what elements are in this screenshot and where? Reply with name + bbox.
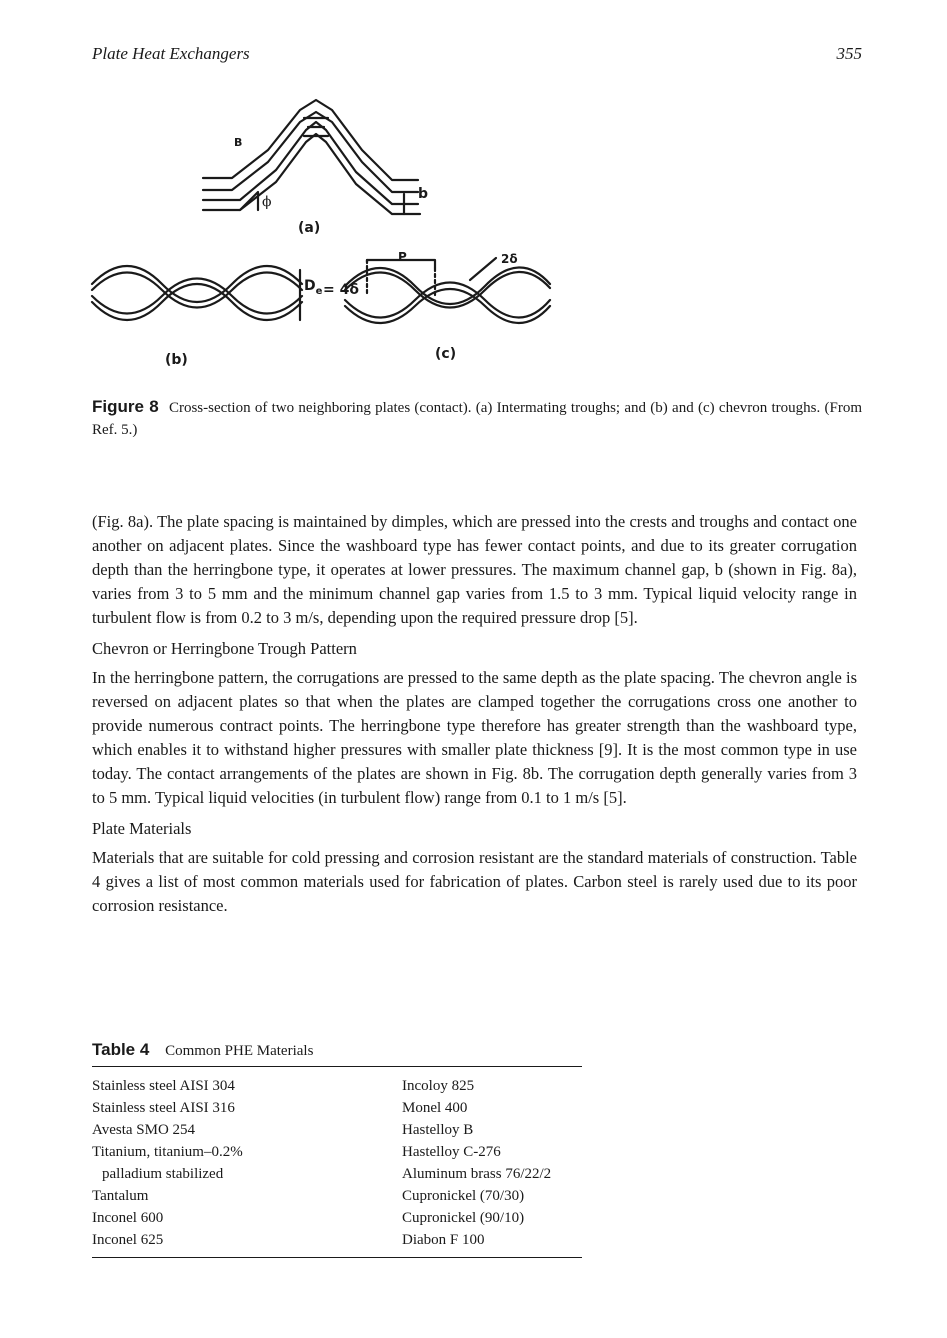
paragraph-1: (Fig. 8a). The plate spacing is maintained by dimples, which are pressed into the crests and troughs and contact one another on adjacent plates. Since the washboard type has fewer contact points, and due to its greater corrugation depth than the herringbone type, it operates at lower pressures. The maximum channel gap, b (shown in Fig. 8a), varies from 3 to 5 mm and the minimum channel gap varies from 1.5 to 3 mm. Typical liquid velocity range in turbulent flow is from 0.2 to 3 m/s, depending upon the required pressure drop [5]. [92, 512, 857, 627]
table-title: Common PHE Materials [165, 1043, 314, 1059]
table-cell: Hastelloy B [402, 1122, 474, 1138]
table-4 [92, 1040, 582, 1258]
figure-a-plates [203, 100, 420, 214]
figure-c-plates [345, 258, 550, 323]
table-label: Table 4 [92, 1040, 150, 1059]
table-column-right [402, 1075, 551, 1251]
label-b-gap: b [418, 186, 429, 202]
table-cell: Tantalum [92, 1188, 149, 1204]
table-cell: Aluminum brass 76/22/2 [402, 1166, 552, 1182]
table-bottom-rule [92, 1257, 582, 1258]
running-title: Plate Heat Exchangers [92, 44, 250, 63]
table-column-left [92, 1075, 402, 1251]
paragraph-3: Materials that are suitable for cold pressing and corrosion resistant are the standard materials of construction. Table 4 gives a list of most common materials used for fabrication of plates. Carbon steel is rarely used due to its poor corrosion resistance. [92, 848, 857, 915]
label-P: P [398, 250, 407, 264]
table-cell: Cupronickel (70/30) [402, 1188, 525, 1204]
figure-caption-label: Figure 8 [92, 397, 159, 416]
figure-8 [0, 0, 947, 380]
figure-8-drawing [0, 0, 947, 380]
table-cell: Stainless steel AISI 304 [92, 1078, 235, 1094]
table-cell: Avesta SMO 254 [92, 1122, 196, 1138]
figure-b-plates [92, 266, 302, 320]
body-text [92, 510, 857, 925]
label-B: B [234, 136, 243, 149]
section-heading-chevron: Chevron or Herringbone Trough Pattern [92, 639, 357, 658]
label-2delta: 2δ [501, 252, 518, 266]
table-caption [92, 1040, 582, 1060]
figure-caption [92, 396, 862, 441]
label-eq-4delta: = 4δ [323, 282, 359, 298]
figure-label-a: (a) [298, 220, 321, 236]
table-cell: Hastelloy C-276 [402, 1144, 501, 1160]
label-De: $D_e$ [304, 278, 323, 297]
figure-label-c: (c) [435, 346, 457, 362]
table-cell: Stainless steel AISI 316 [92, 1100, 235, 1116]
table-cell: Monel 400 [402, 1100, 468, 1116]
table-cell: Cupronickel (90/10) [402, 1210, 525, 1226]
table-cell: Diabon F 100 [402, 1232, 485, 1248]
figure-caption-text: Cross-section of two neighboring plates (contact). (a) Intermating troughs; and (b) and (c) chevron troughs. (From Ref. 5.) [92, 400, 863, 438]
table-cell: palladium stabilized [102, 1166, 224, 1182]
page-number: 355 [836, 44, 862, 63]
label-phi: ϕ [262, 194, 272, 210]
paragraph-2: In the herringbone pattern, the corrugations are pressed to the same depth as the plate spacing. The chevron angle is reversed on adjacent plates so that when the plates are clamped together the corrugations cross one another to provide numerous contract points. The herringbone type therefore has greater strength than the washboard type, which enables it to withstand higher pressures with smaller plate thickness [9]. It is the most common type in use today. The contact arrangements of the plates are shown in Fig. 8b. The corrugation depth generally varies from 3 to 5 mm. Typical liquid velocities (in turbulent flow) range from 0.1 to 1 m/s [5]. [92, 668, 857, 807]
table-cell: Titanium, titanium–0.2% [92, 1144, 243, 1160]
section-heading-materials: Plate Materials [92, 819, 192, 838]
table-cell: Inconel 625 [92, 1232, 164, 1248]
table-cell: Incoloy 825 [402, 1078, 475, 1094]
table-cell: Inconel 600 [92, 1210, 164, 1226]
figure-label-b: (b) [165, 352, 188, 368]
table-body [92, 1067, 582, 1257]
